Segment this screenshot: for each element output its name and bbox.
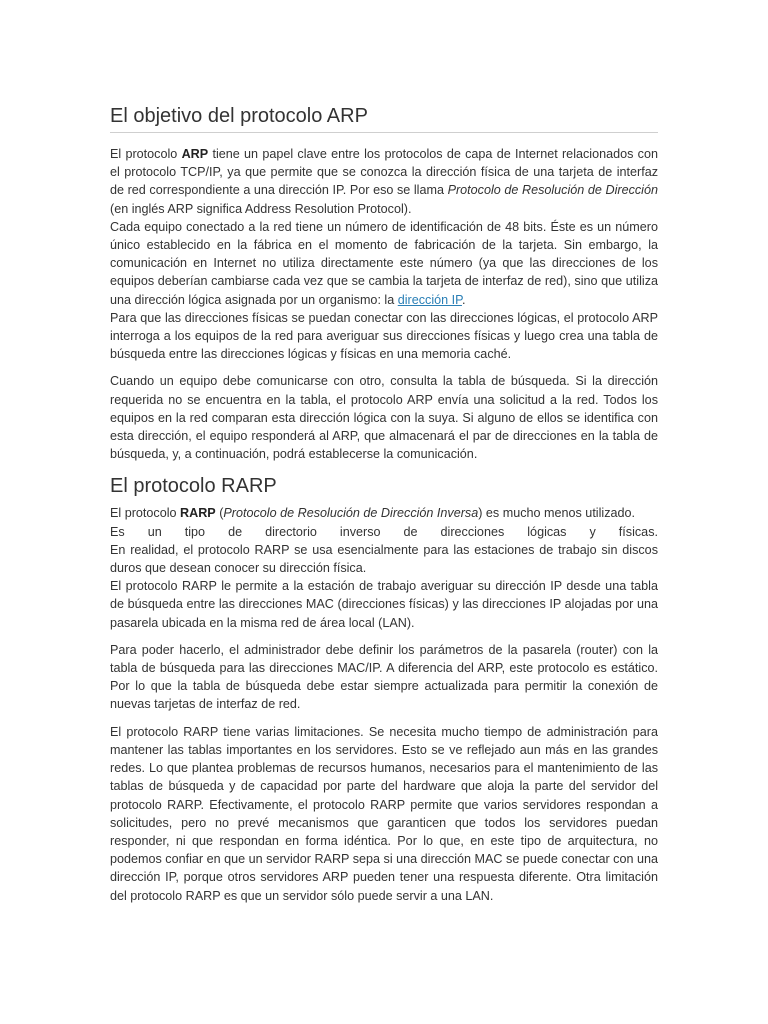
paragraph-rarp-intro: El protocolo RARP (Protocolo de Resolución de Dirección Inversa) es mucho menos utilizado. (110, 506, 636, 521)
paragraph-rarp-limitations: El protocolo RARP tiene varias limitaciones. Se necesita mucho tiempo de administración para mantener las tablas importantes en los servidores. Esto se ve reflejado aun más en las grandes redes. Lo que plantea problemas de recursos humanos, necesarios para el mantenimiento de las tablas de búsqueda y de capacidad por parte del hardware que aloja la parte del servidor del protocolo RARP. Efectivamente, el protocolo RARP permite que varios servidores respondan a solicitudes, pero no prevé mecanismos que garanticen que todos los servidores puedan responder, ni que respondan en forma idéntica. Por lo que, en este tipo de arquitectura, no podemos confiar en que un servidor RARP sepa si una dirección MAC se puede conectar con una dirección IP, porque otros servidores ARP pueden tener una respuesta diferente. Otra limitación del protocolo RARP es que un servidor sólo puede servir a una LAN. (110, 724, 658, 903)
section-title-arp: El objetivo del protocolo ARP (110, 100, 658, 133)
paragraph-arp-mac: Cada equipo conectado a la red tiene un número de identificación de 48 bits. Éste es un número único establecido en la fábrica en el momento de fabricación de la tarjeta. Sin embargo, la comunicación en Internet no utiliza directamente este número (ya que las direcciones de los equipos deberían cambiarse cada vez que se cambia la tarjeta de interfaz de red), sino que utiliza una dirección lógica asignada por un organismo: la dirección IP. (110, 219, 658, 307)
paragraph-arp-cache: Para que las direcciones físicas se puedan conectar con las direcciones lógicas, el protocolo ARP interroga a los equipos de la red para averiguar sus direcciones físicas y luego crea una tabla de búsqueda entre las direcciones lógicas y físicas en una memoria caché. (110, 310, 658, 362)
italic-term: Protocolo de Resolución de Dirección (447, 183, 658, 198)
paragraph-arp-intro: El protocolo ARP tiene un papel clave entre los protocolos de capa de Internet relacionados con el protocolo TCP/IP, ya que permite que se conozca la dirección física de una tarjeta de interfaz de red correspondiente a una dirección IP. Por eso se llama Protocolo de Resolución de Dirección (en inglés ARP significa Address Resolution Protocol). (110, 147, 658, 216)
paragraph-rarp-admin: Para poder hacerlo, el administrador debe definir los parámetros de la pasarela (router) con la tabla de búsqueda para las direcciones MAC/IP. A diferencia del ARP, este protocolo es estático. Por lo que la tabla de búsqueda debe estar siempre actualizada para permitir la conexión de nuevas tarjetas de interfaz de red. (110, 642, 658, 712)
paragraph-arp-lookup: Cuando un equipo debe comunicarse con otro, consulta la tabla de búsqueda. Si la dirección requerida no se encuentra en la tabla, el protocolo ARP envía una solicitud a la red. Todos los equipos en la red comparan esta dirección lógica con la suya. Si alguno de ellos se identifica con esta dirección, el equipo responderá al ARP, que almacenará el par de direcciones en la tabla de búsqueda, y, a continuación, podrá establecerse la comunicación. (110, 374, 658, 462)
paragraph-rarp-directory: Es un tipo de directorio inverso de direcciones lógicas y físicas. (110, 524, 658, 539)
section-title-rarp: El protocolo RARP (110, 475, 277, 498)
document-page (110, 100, 658, 914)
bold-rarp: RARP (180, 506, 216, 521)
ip-address-link[interactable]: dirección IP (397, 292, 462, 307)
italic-term: Protocolo de Resolución de Dirección Inversa (223, 506, 479, 521)
bold-arp: ARP (181, 147, 209, 161)
paragraph-rarp-diskless: En realidad, el protocolo RARP se usa esencialmente para las estaciones de trabajo sin discos duros que desean conocer su dirección física. (110, 542, 658, 576)
paragraph-rarp-lookup: El protocolo RARP le permite a la estación de trabajo averiguar su dirección IP desde una tabla de búsqueda entre las direcciones MAC (direcciones físicas) y las direcciones IP alojadas por una pasarela ubicada en la misma red de área local (LAN). (110, 579, 658, 630)
